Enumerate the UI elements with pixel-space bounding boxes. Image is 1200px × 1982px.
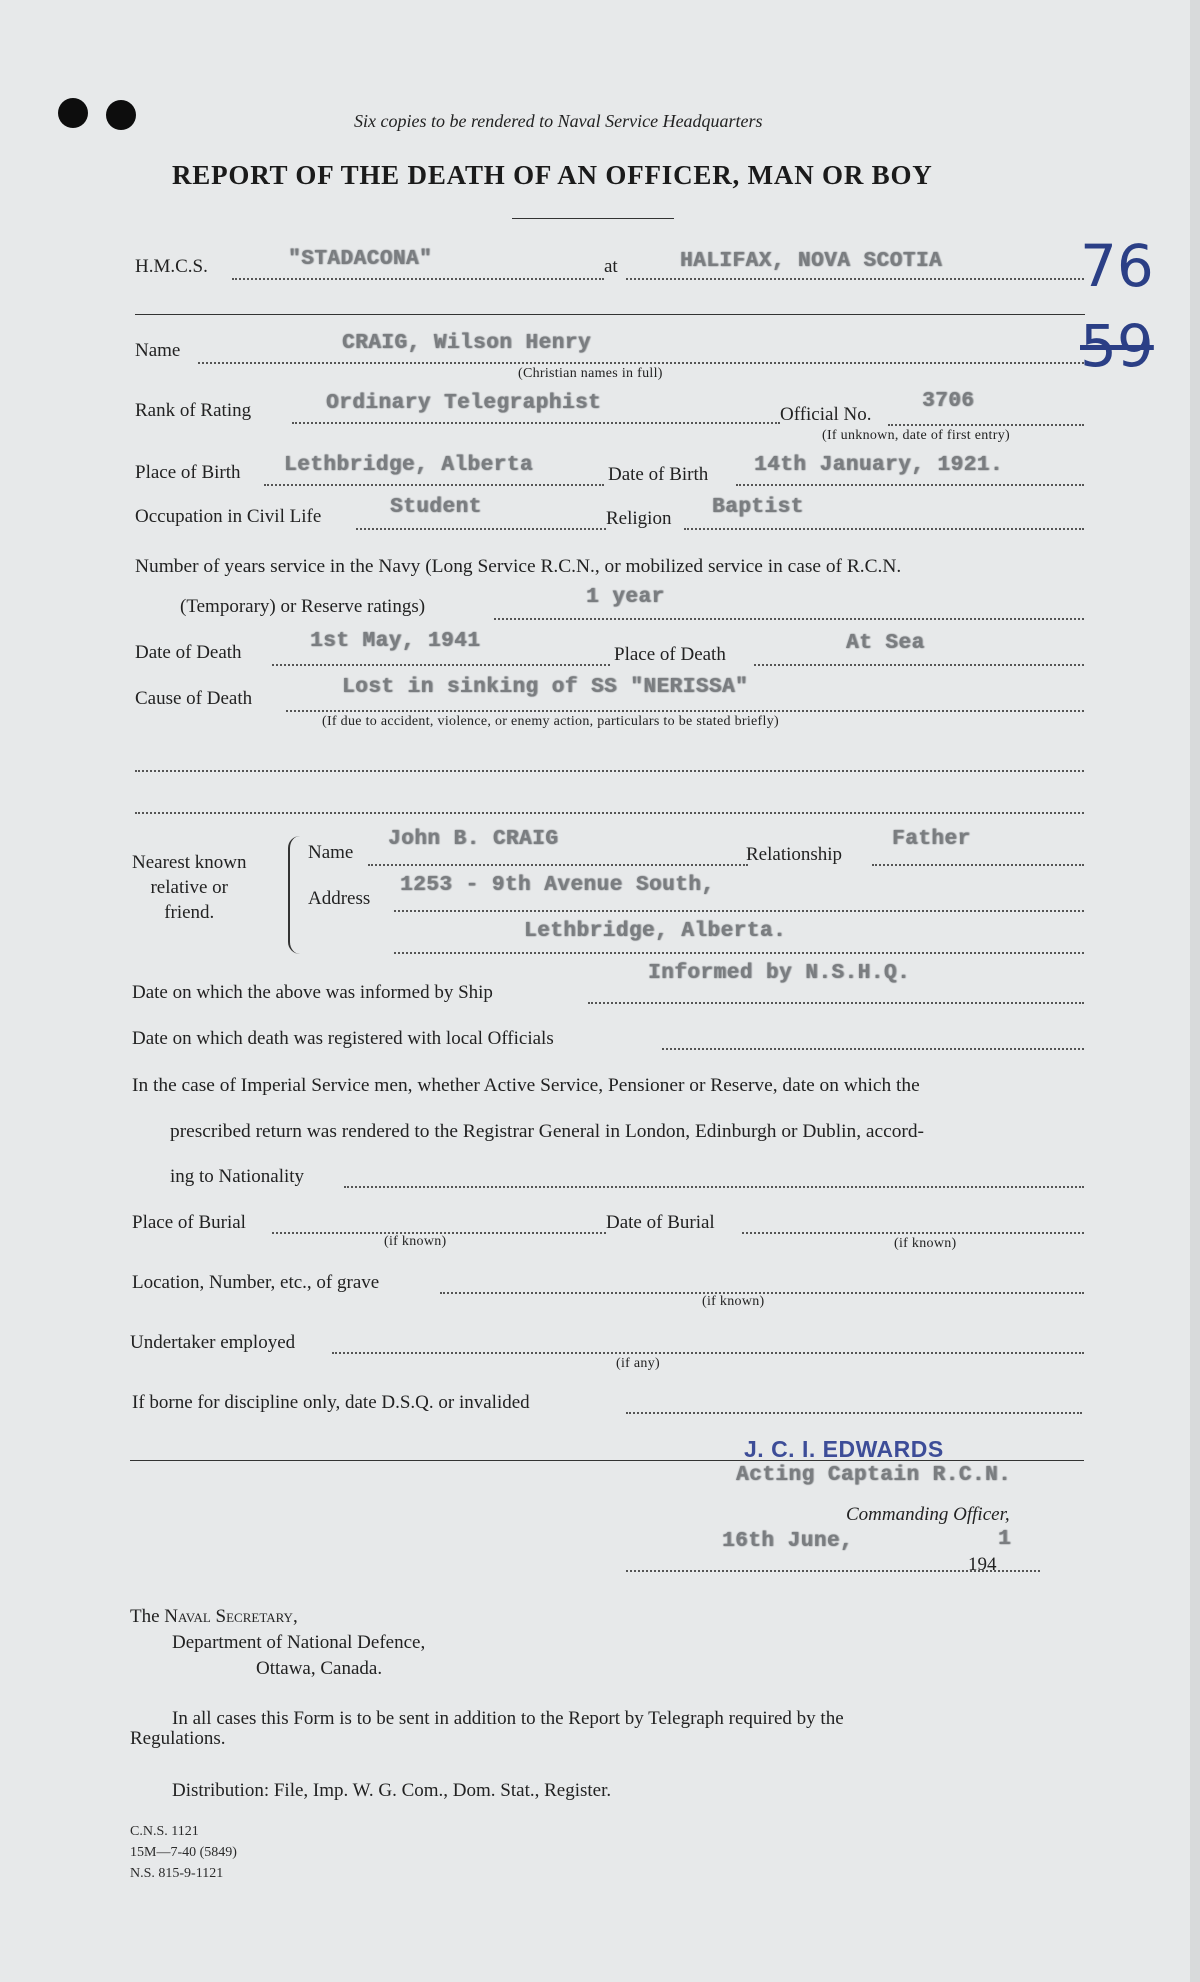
hmcs-line xyxy=(232,278,604,280)
relationship-value: Father xyxy=(892,828,971,851)
form-code-1: C.N.S. 1121 xyxy=(130,1824,199,1839)
punch-hole-left xyxy=(58,98,88,128)
date-of-death-label: Date of Death xyxy=(135,642,242,663)
undertaker-line xyxy=(332,1352,1084,1354)
report-year-prefix: 194 xyxy=(968,1554,997,1575)
relative-group-label xyxy=(132,850,247,925)
relative-group-line2: relative or xyxy=(150,877,229,898)
imperial-label-line3: ing to Nationality xyxy=(170,1166,305,1187)
imperial-line xyxy=(344,1186,1084,1188)
margin-number-top: 76 xyxy=(1080,232,1154,300)
relative-address-line-1 xyxy=(394,910,1084,912)
at-label: at xyxy=(604,256,618,277)
religion-value: Baptist xyxy=(712,496,804,519)
relative-brace xyxy=(288,836,302,954)
name-line xyxy=(198,362,1084,364)
rank-value: Ordinary Telegraphist xyxy=(326,392,602,415)
cause-of-death-value: Lost in sinking of SS "NERISSA" xyxy=(342,676,749,699)
margin-number-bottom: 59 xyxy=(1080,312,1154,380)
copies-note: Six copies to be rendered to Naval Service Headquarters xyxy=(354,111,763,131)
cause-extra-line-2 xyxy=(135,812,1084,814)
signature-rank: Acting Captain R.C.N. xyxy=(736,1464,1012,1487)
discipline-label: If borne for discipline only, date D.S.Q. or invalided xyxy=(132,1392,530,1413)
hmcs-label: H.M.C.S. xyxy=(135,256,208,277)
date-of-birth-line xyxy=(736,484,1084,486)
grave-hint: (if known) xyxy=(702,1294,765,1309)
occupation-line xyxy=(356,528,606,530)
registered-label: Date on which death was registered with local Officials xyxy=(132,1028,554,1049)
official-no-hint: (If unknown, date of first entry) xyxy=(822,428,1010,443)
date-of-birth-label: Date of Birth xyxy=(608,464,709,485)
addressee-line2: Department of National Defence, xyxy=(172,1632,426,1653)
relative-address-line-2 xyxy=(394,952,1084,954)
service-years-label-line2: (Temporary) or Reserve ratings) xyxy=(180,596,426,617)
cause-of-death-label: Cause of Death xyxy=(135,688,253,709)
place-of-birth-value: Lethbridge, Alberta xyxy=(284,454,533,477)
place-of-death-line xyxy=(754,664,1084,666)
place-of-burial-label: Place of Burial xyxy=(132,1212,246,1233)
addressee-naval-secretary: Naval Secretary, xyxy=(164,1606,298,1627)
date-of-death-line xyxy=(272,664,610,666)
service-years-label-line1: Number of years service in the Navy (Long Service R.C.N., or mobilized service in case of R.C.N. xyxy=(135,556,902,577)
date-of-death-value: 1st May, 1941 xyxy=(310,630,481,653)
report-date-value: 16th June, xyxy=(722,1530,854,1553)
cause-of-death-hint: (If due to accident, violence, or enemy action, particulars to be stated briefly) xyxy=(322,714,779,729)
distribution-note: Distribution: File, Imp. W. G. Com., Dom. Stat., Register. xyxy=(172,1780,612,1801)
religion-line xyxy=(684,528,1084,530)
cause-of-death-line xyxy=(286,710,1084,712)
official-no-value: 3706 xyxy=(922,390,975,413)
place-of-burial-hint: (if known) xyxy=(384,1234,447,1249)
report-year-digit: 1 xyxy=(998,1528,1012,1551)
relative-name-label: Name xyxy=(308,842,354,863)
section-rule-top xyxy=(135,314,1085,315)
date-of-burial-line xyxy=(742,1232,1084,1234)
at-line xyxy=(626,278,1084,280)
place-of-birth-label: Place of Birth xyxy=(135,462,241,483)
rank-label: Rank of Rating xyxy=(135,400,252,421)
hmcs-value: "STADACONA" xyxy=(288,248,433,271)
at-value: HALIFAX, NOVA SCOTIA xyxy=(680,250,943,273)
form-code-3: N.S. 815-9-1121 xyxy=(130,1866,224,1881)
date-of-burial-label: Date of Burial xyxy=(606,1212,715,1233)
occupation-label: Occupation in Civil Life xyxy=(135,506,322,527)
registered-line xyxy=(662,1048,1084,1050)
note-line2: Regulations. xyxy=(130,1728,226,1749)
relationship-label: Relationship xyxy=(746,844,843,865)
official-no-label: Official No. xyxy=(780,404,872,425)
relative-name-line xyxy=(368,864,748,866)
relative-name-value: John B. CRAIG xyxy=(388,828,559,851)
addressee-line1 xyxy=(130,1606,298,1628)
relationship-line xyxy=(872,864,1084,866)
signature-stamp: J. C. I. EDWARDS xyxy=(744,1436,944,1462)
date-of-birth-value: 14th January, 1921. xyxy=(754,454,1003,477)
relative-address-value-2: Lethbridge, Alberta. xyxy=(524,920,787,943)
rank-line xyxy=(292,422,780,424)
occupation-value: Student xyxy=(390,496,482,519)
form-code-2: 15M—7-40 (5849) xyxy=(130,1845,237,1860)
place-of-death-value: At Sea xyxy=(846,632,925,655)
note-line1: In all cases this Form is to be sent in addition to the Report by Telegraph required by the xyxy=(172,1708,844,1729)
informed-value: Informed by N.S.H.Q. xyxy=(648,962,911,985)
service-years-value: 1 year xyxy=(586,586,665,609)
place-of-death-label: Place of Death xyxy=(614,644,726,665)
commanding-officer-label: Commanding Officer, xyxy=(846,1504,1010,1525)
official-no-line xyxy=(888,424,1084,426)
name-value: CRAIG, Wilson Henry xyxy=(342,332,591,355)
relative-group-line3: friend. xyxy=(164,902,215,923)
punch-hole-right xyxy=(106,100,136,130)
addressee-the: The xyxy=(130,1606,160,1627)
cause-extra-line-1 xyxy=(135,770,1084,772)
imperial-label-line2: prescribed return was rendered to the Registrar General in London, Edinburgh or Dublin, accord- xyxy=(170,1121,925,1142)
name-hint: (Christian names in full) xyxy=(518,366,663,381)
imperial-label-line1: In the case of Imperial Service men, whether Active Service, Pensioner or Reserve, date on which the xyxy=(132,1075,920,1096)
religion-label: Religion xyxy=(606,508,672,529)
discipline-line xyxy=(626,1412,1082,1414)
relative-address-label: Address xyxy=(308,888,371,909)
informed-label: Date on which the above was informed by Ship xyxy=(132,982,493,1003)
addressee-line3: Ottawa, Canada. xyxy=(256,1658,383,1679)
undertaker-hint: (if any) xyxy=(616,1356,660,1371)
place-of-birth-line xyxy=(264,484,604,486)
date-of-burial-hint: (if known) xyxy=(894,1236,957,1251)
grave-label: Location, Number, etc., of grave xyxy=(132,1272,380,1293)
title-underline xyxy=(512,218,674,219)
form-title: REPORT OF THE DEATH OF AN OFFICER, MAN OR BOY xyxy=(172,160,933,190)
relative-address-value-1: 1253 - 9th Avenue South, xyxy=(400,874,715,897)
name-label: Name xyxy=(135,340,181,361)
informed-line xyxy=(588,1002,1084,1004)
relative-group-line1: Nearest known xyxy=(132,852,247,873)
undertaker-label: Undertaker employed xyxy=(130,1332,296,1353)
service-years-line xyxy=(494,618,1084,620)
